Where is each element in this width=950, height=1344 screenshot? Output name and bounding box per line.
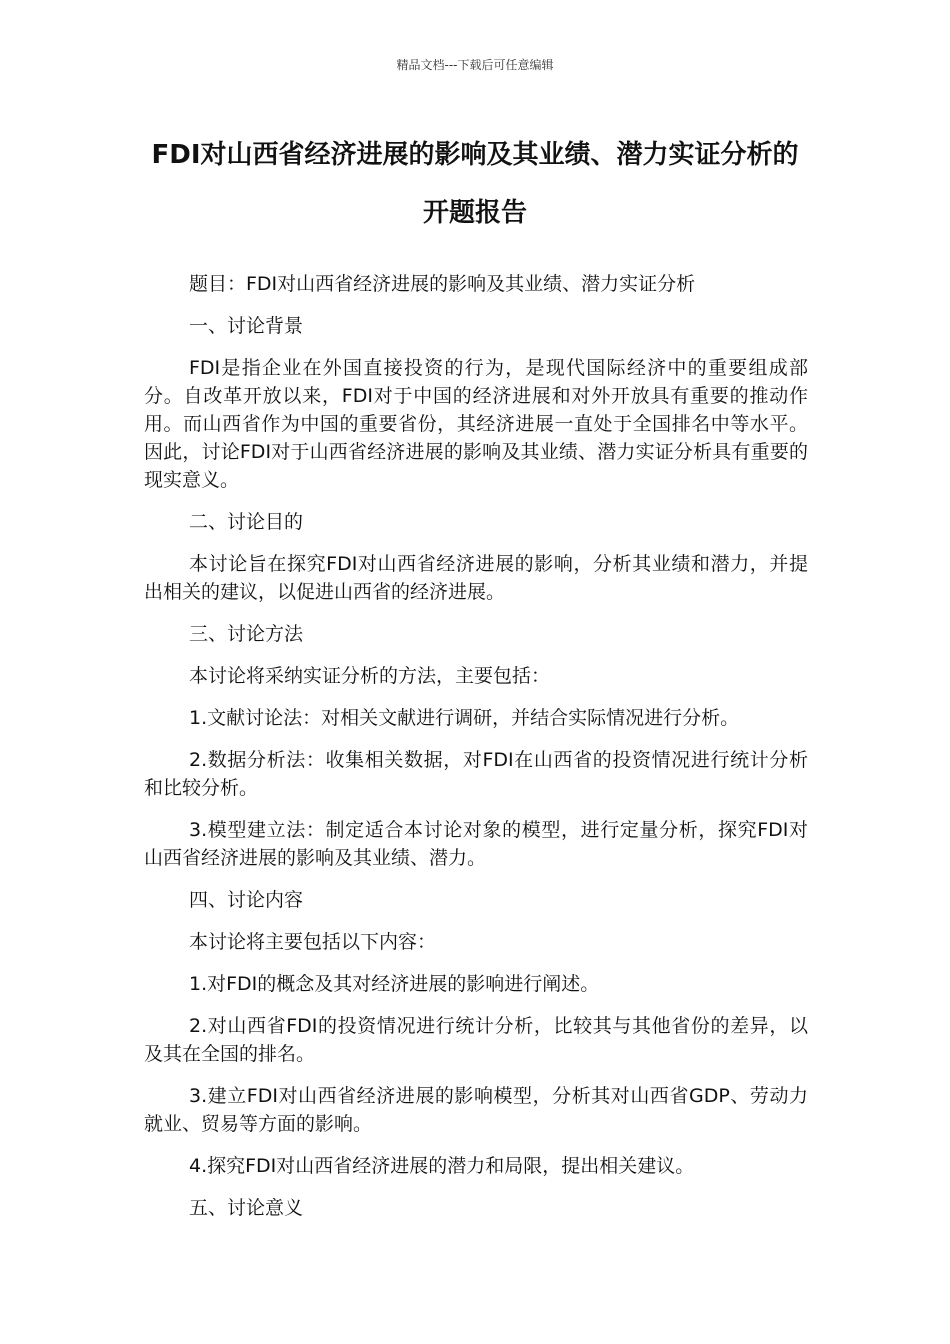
content-intro: 本讨论将主要包括以下内容：: [189, 931, 437, 953]
header-note: 精品文档---下载后可任意编辑: [396, 58, 554, 72]
background-paragraph: FDI是指企业在外国直接投资的行为，是现代国际经济中的重要组成部分。自改革开放以来，FDI对于中国的经济进展和对外开放具有重要的推动作用。而山西省作为中国的重要省份，其经济进展一直处于全国排名中等水平。因此，讨论FDI对于山西省经济进展的影响及其业绩、潜力实证分析具有重要的现实意义。: [144, 357, 808, 491]
section-heading-background: 一、讨论背景: [189, 315, 304, 337]
section-heading-purpose: 二、讨论目的: [189, 511, 304, 533]
document-title: FDI对山西省经济进展的影响及其业绩、潜力实证分析的开题报告: [151, 140, 799, 228]
section-heading-significance: 五、讨论意义: [189, 1197, 304, 1219]
content-item-3: 3.建立FDI对山西省经济进展的影响模型，分析其对山西省GDP、劳动力就业、贸易等方面的影响。: [144, 1085, 808, 1135]
method-item-3: 3.模型建立法：制定适合本讨论对象的模型，进行定量分析，探究FDI对山西省经济进展的影响及其业绩、潜力。: [144, 819, 808, 869]
content-item-4: 4.探究FDI对山西省经济进展的潜力和局限，提出相关建议。: [189, 1155, 695, 1177]
document-body: [144, 270, 808, 1236]
section-heading-method: 三、讨论方法: [189, 623, 304, 645]
method-item-1: 1.文献讨论法：对相关文献进行调研，并结合实际情况进行分析。: [189, 707, 740, 729]
content-item-2: 2.对山西省FDI的投资情况进行统计分析，比较其与其他省份的差异，以及其在全国的排名。: [144, 1015, 808, 1065]
subject-line: 题目：FDI对山西省经济进展的影响及其业绩、潜力实证分析: [189, 273, 696, 295]
purpose-paragraph: 本讨论旨在探究FDI对山西省经济进展的影响，分析其业绩和潜力，并提出相关的建议，以促进山西省的经济进展。: [144, 553, 808, 603]
method-intro: 本讨论将采纳实证分析的方法，主要包括：: [189, 665, 551, 687]
method-item-2: 2.数据分析法：收集相关数据，对FDI在山西省的投资情况进行统计分析和比较分析。: [144, 749, 808, 799]
section-heading-content: 四、讨论内容: [189, 889, 304, 911]
content-item-1: 1.对FDI的概念及其对经济进展的影响进行阐述。: [189, 973, 600, 995]
